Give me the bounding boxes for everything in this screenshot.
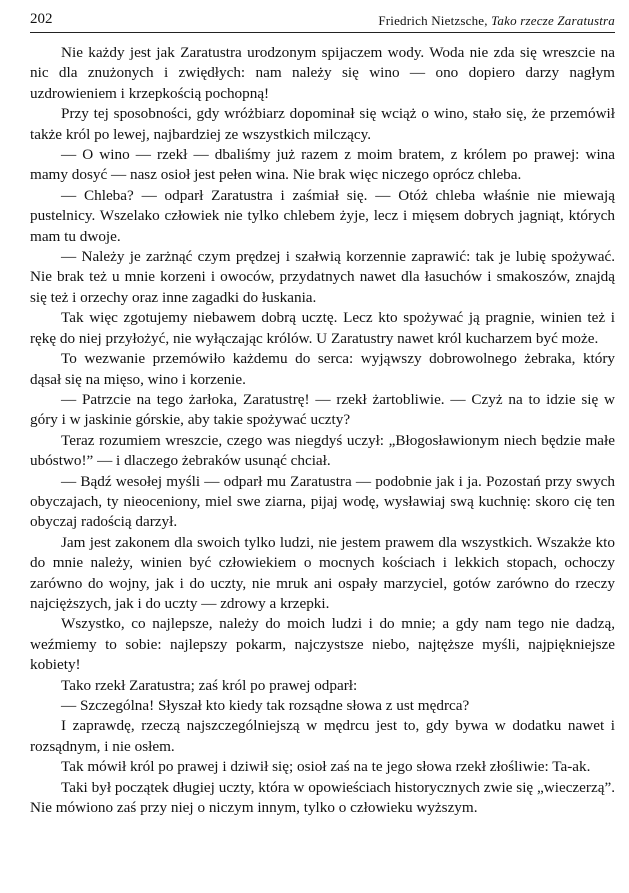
paragraph: Tako rzekł Zaratustra; zaś król po prawej odparł:	[61, 676, 358, 694]
paragraph: Przy tej sposobności, gdy wróżbiarz dopominał się wciąż o wino, stało się, że przemówił także król po lewej, najbardziej ze wszystkich milczący.	[30, 105, 615, 143]
paragraph: Taki był początek długiej uczty, która w opowieściach historycznych zwie się „wieczerzą”. Nie mówiono zaś przy niej o niczym innym, tylko o człowieku wyższym.	[30, 778, 615, 817]
running-title	[378, 13, 615, 29]
paragraph: Teraz rozumiem wreszcie, czego was niegdyś uczył: „Błogosławionym niech będzie małe ubóstwo!” — i dlaczego żebraków usunąć chciał.	[30, 431, 615, 470]
body-text	[30, 43, 615, 818]
paragraph: Tak więc zgotujemy niebawem dobrą ucztę. Lecz kto spożywać ją pragnie, winien też i rękę do niej przyłożyć, nie wyłączając królów. U Zaratustry nawet król kucharzem być może.	[30, 309, 615, 347]
paragraph: — Patrzcie na tego żarłoka, Zaratustrę! — rzekł żartobliwie. — Czyż na to idzie się w góry i w jaskinie górskie, aby takie spożywać uczty?	[30, 390, 615, 429]
paragraph: — Bądź wesołej myśli — odparł mu Zaratustra — podobnie jak i ja. Pozostań przy swych obyczajach, ty nieoceniony, miel swe ziarna, pijaj wodę, wysławiaj swą kuchnię: skoro cię ten obyczaj radością darzył.	[30, 472, 615, 531]
paragraph: — O wino — rzekł — dbaliśmy już razem z moim bratem, z królem po prawej: wina mamy dosyć — nasz osioł jest pełen wina. Nie brak więc niczego oprócz chleba.	[30, 146, 615, 184]
paragraph: Jam jest zakonem dla swoich tylko ludzi, nie jestem prawem dla wszystkich. Wszakże kto do mnie należy, winien być człowiekiem o mocnych kościach i lekkich stopach, ochoczy zarówno do wojny, jak i do uczty, nie mruk ani ospały marzyciel, gotów zarówno do rzeczy najcięższych, jak i do uczty — zdrowy a krzepki.	[30, 533, 615, 612]
header-book-title: Tako rzecze Zaratustra	[491, 13, 615, 28]
header-author: Friedrich Nietzsche,	[378, 13, 488, 28]
paragraph: — Należy je zarżnąć czym prędzej i szałwią korzennie zaprawić: tak je lubię spożywać. Nie brak też u mnie korzeni i owoców, przydatnych nawet dla łasuchów i smakoszów, znajdą się też i orzechy oraz inne zagadki do łuskania.	[30, 248, 615, 306]
page-number: 202	[30, 11, 53, 27]
paragraph: — Szczególna! Słyszał kto kiedy tak rozsądne słowa z ust mędrca?	[61, 697, 470, 714]
paragraph: I zaprawdę, rzeczą najszczególniejszą w mędrcu jest to, gdy bywa w dodatku nawet i rozsądnym, i nie osłem.	[30, 717, 615, 755]
paragraph: — Chleba? — odparł Zaratustra i zaśmiał się. — Otóż chleba właśnie nie miewają pustelnicy. Wszelako człowiek nie tylko chlebem żyje, lecz i mięsem dobrych jagniąt, których mam tu dwoje.	[30, 186, 615, 245]
paragraph: Wszystko, co najlepsze, należy do moich ludzi i do mnie; a gdy nam tego nie dadzą, weźmiemy to sobie: najlepszy pokarm, najczystsze niebo, najtęższe myśli, najpiękniejsze kobiety!	[30, 615, 615, 674]
paragraph: To wezwanie przemówiło każdemu do serca: wyjąwszy dobrowolnego żebraka, który dąsał się na mięso, wino i korzenie.	[30, 350, 615, 388]
paragraph: Tak mówił król po prawej i dziwił się; osioł zaś na te jego słowa rzekł złośliwie: Ta-ak.	[61, 758, 591, 776]
running-header	[30, 8, 615, 33]
paragraph: Nie każdy jest jak Zaratustra urodzonym spijaczem wody. Woda nie zda się wreszcie na nic dla znużonych i zwiędłych: nam należy się wino — ono dopiero darzy nagłym uzdrowieniem i krzepkością pochopną!	[30, 44, 615, 102]
